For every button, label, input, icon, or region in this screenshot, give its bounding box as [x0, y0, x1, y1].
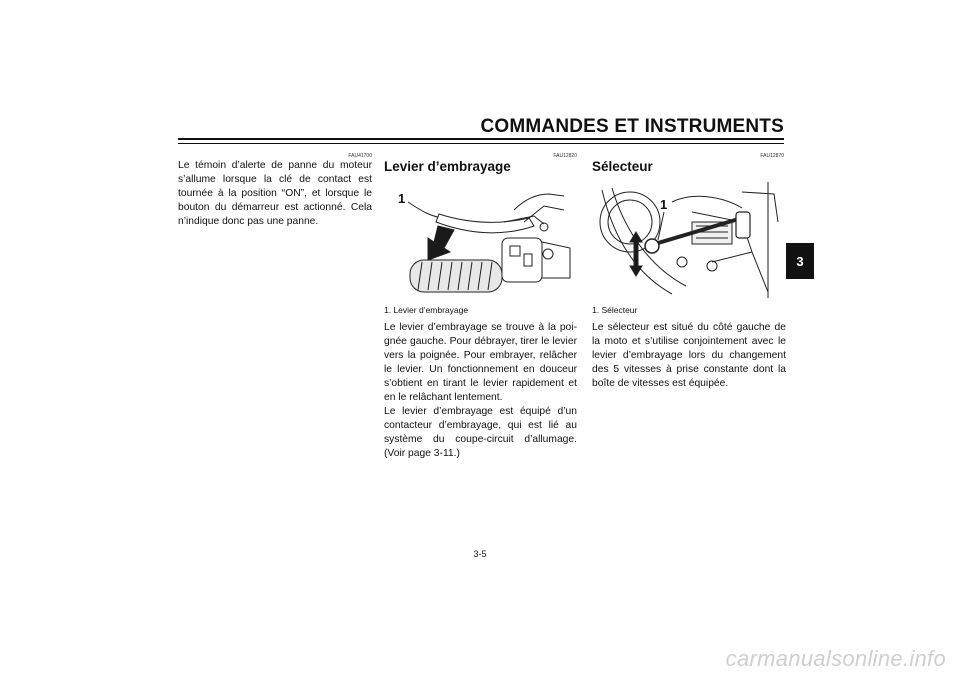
gear-shift-illustration — [592, 182, 786, 298]
col2-reference-code: FAU12820 — [553, 153, 577, 159]
col2-heading: Levier d’embrayage — [384, 159, 511, 174]
page-number: 3-5 — [473, 549, 487, 559]
col3-caption: 1. Sélecteur — [592, 305, 638, 315]
col2-caption: 1. Levier d’embrayage — [384, 305, 469, 315]
col2-paragraph: Le levier d’embrayage se trouve à la poignée gauche. Pour débrayer, tirer le levier vers la poignée. Pour embrayer, relâcher le levier. Un fonctionnement en douceur s’obtient en tirant le levier rapidement et en le relâchant lentement. Le levier d’embrayage est équipé d’un contacteur d’embrayage, qui est lié au système du coupe-circuit d’allumage. (Voir page 3-11.) — [384, 322, 577, 459]
watermark: carmanualsonline.info — [725, 646, 946, 671]
header-rule-thin — [178, 143, 784, 144]
col3-reference-code: FAU12870 — [760, 153, 784, 159]
header-rule-thick — [178, 138, 784, 140]
col1-reference-code: FAU41700 — [348, 153, 372, 159]
clutch-lever-illustration — [384, 182, 577, 298]
col1-paragraph: Le témoin d’alerte de panne du moteur s’allume lorsque la clé de contact est tournée à la position “ON”, et lorsque le bouton du démarreur est actionné. Cela n’indique donc pas une panne. — [178, 160, 372, 227]
col3-figure-callout: 1 — [660, 197, 668, 212]
chapter-tab: 3 — [786, 243, 814, 279]
col2-figure-callout: 1 — [398, 191, 406, 206]
page-header-title: COMMANDES ET INSTRUMENTS — [480, 116, 784, 137]
col3-heading: Sélecteur — [592, 159, 653, 174]
col3-paragraph: Le sélecteur est situé du côté gauche de la moto et s’utilise conjointement avec le levier d’embrayage lors du changement des 5 vitesses à prise constante dont la boîte de vitesses est équipée. — [592, 322, 786, 389]
